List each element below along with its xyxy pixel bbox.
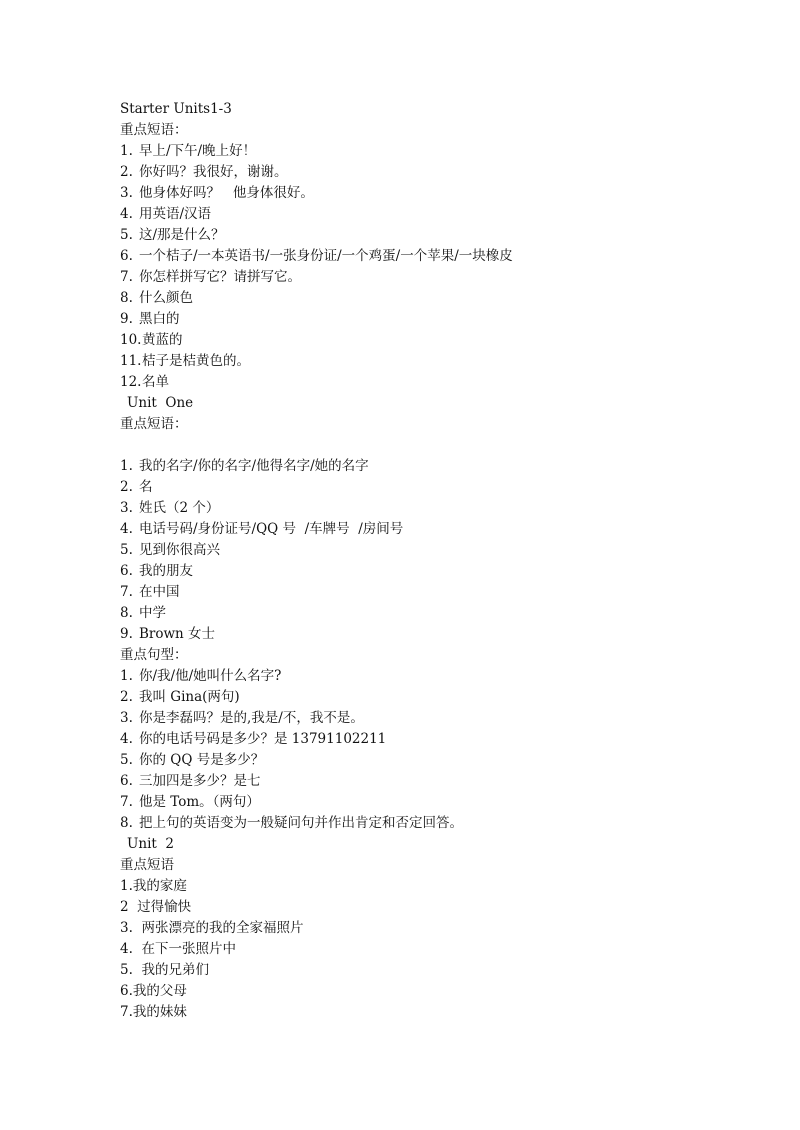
item-number: 7. (120, 794, 133, 810)
list-item (120, 687, 760, 708)
list-item: 5. 我的兄弟们 (120, 962, 209, 978)
item-number: 7. (120, 269, 133, 285)
item-number: 10. (120, 332, 142, 348)
item-number: 1. (120, 458, 133, 474)
list-item (120, 519, 760, 540)
item-number: 11. (120, 353, 142, 369)
item-number: 1. (120, 668, 133, 684)
item-text: 你的电话号码是多少？是 13791102211 (139, 731, 387, 747)
item-number: 3. (120, 185, 133, 201)
item-text: 一个桔子/一本英语书/一张身份证/一个鸡蛋/一个苹果/一块橡皮 (139, 248, 513, 264)
list-item (120, 666, 760, 687)
item-number: 9. (120, 626, 133, 642)
list-item (120, 204, 760, 225)
item-number: 5. (120, 752, 133, 768)
item-number: 5. (120, 542, 133, 558)
list-item (120, 351, 760, 372)
list-item (120, 540, 760, 561)
list-item: 2 过得愉快 (120, 899, 192, 915)
item-number: 6. (120, 563, 133, 579)
item-text: 这/那是什么？ (139, 227, 225, 243)
list-item: 1.我的家庭 (120, 878, 187, 894)
item-text: 他身体好吗？ 他身体很好。 (139, 185, 314, 201)
item-text: 名 (139, 479, 153, 495)
item-number: 4. (120, 206, 133, 222)
item-text: 把上句的英语变为一般疑问句并作出肯定和否定回答。 (139, 815, 463, 831)
item-number: 2. (120, 689, 133, 705)
list-item (120, 183, 760, 204)
item-text: 黄蓝的 (142, 332, 183, 348)
item-number: 8. (120, 290, 133, 306)
item-number: 9. (120, 311, 133, 327)
item-number: 5. (120, 227, 133, 243)
list-item (120, 162, 760, 183)
starter-phrases-heading: 重点短语： (120, 122, 188, 138)
item-text: 我的名字/你的名字/他得名字/她的名字 (139, 458, 369, 474)
blank-line (120, 435, 760, 456)
item-text: 你怎样拼写它？请拼写它。 (139, 269, 301, 285)
item-number: 1. (120, 143, 133, 159)
item-text: 姓氏（2 个） (139, 500, 220, 516)
unit-one-phrases-heading: 重点短语： (120, 416, 188, 432)
item-number: 4. (120, 521, 133, 537)
list-item (120, 729, 760, 750)
unit-two-phrases-heading: 重点短语 (120, 857, 174, 873)
list-item (120, 246, 760, 267)
item-text: 电话号码/身份证号/QQ 号 /车牌号 /房间号 (139, 521, 404, 537)
item-number: 7. (120, 584, 133, 600)
item-number: 8. (120, 815, 133, 831)
list-item (120, 582, 760, 603)
item-text: 见到你很高兴 (139, 542, 220, 558)
item-number: 12. (120, 374, 142, 390)
item-text: 我叫 Gina(两句) (139, 689, 240, 705)
item-number: 3. (120, 500, 133, 516)
list-item (120, 561, 760, 582)
list-item (120, 771, 760, 792)
item-text: 你的 QQ 号是多少？ (139, 752, 265, 768)
item-text: Brown 女士 (139, 626, 216, 642)
list-item (120, 225, 760, 246)
list-item (120, 498, 760, 519)
item-text: 黑白的 (139, 311, 180, 327)
list-item (120, 708, 760, 729)
list-item (120, 813, 760, 834)
list-item: 4. 在下一张照片中 (120, 941, 236, 957)
list-item: 7.我的妹妹 (120, 1004, 187, 1020)
item-number: 3. (120, 710, 133, 726)
list-item (120, 456, 760, 477)
unit-one-title: Unit One (127, 395, 194, 411)
item-text: 我的朋友 (139, 563, 193, 579)
item-number: 8. (120, 605, 133, 621)
item-text: 早上/下午/晚上好！ (139, 143, 257, 159)
list-item: 3. 两张漂亮的我的全家福照片 (120, 920, 304, 936)
unit-one-sentences-heading: 重点句型： (120, 647, 188, 663)
list-item (120, 267, 760, 288)
item-text: 他是 Tom。（两句） (139, 794, 260, 810)
item-text: 你是李磊吗？是的,我是/不，我不是。 (139, 710, 364, 726)
unit-two-title: Unit 2 (127, 836, 174, 852)
list-item (120, 288, 760, 309)
item-number: 6. (120, 248, 133, 264)
item-text: 你/我/他/她叫什么名字? (139, 668, 282, 684)
item-number: 2. (120, 164, 133, 180)
list-item (120, 372, 760, 393)
item-number: 4. (120, 731, 133, 747)
item-text: 桔子是桔黄色的。 (142, 353, 250, 369)
starter-title: Starter Units1-3 (120, 101, 232, 117)
item-text: 名单 (142, 374, 169, 390)
item-text: 中学 (139, 605, 166, 621)
list-item (120, 792, 760, 813)
list-item (120, 750, 760, 771)
item-text: 什么颜色 (139, 290, 193, 306)
item-number: 2. (120, 479, 133, 495)
document-content (120, 99, 760, 1023)
list-item (120, 624, 760, 645)
item-text: 在中国 (139, 584, 180, 600)
list-item (120, 603, 760, 624)
list-item (120, 309, 760, 330)
item-text: 三加四是多少？是七 (139, 773, 261, 789)
list-item (120, 330, 760, 351)
item-text: 用英语/汉语 (139, 206, 212, 222)
list-item (120, 477, 760, 498)
list-item: 6.我的父母 (120, 983, 187, 999)
item-text: 你好吗？我很好，谢谢。 (139, 164, 288, 180)
list-item (120, 141, 760, 162)
item-number: 6. (120, 773, 133, 789)
